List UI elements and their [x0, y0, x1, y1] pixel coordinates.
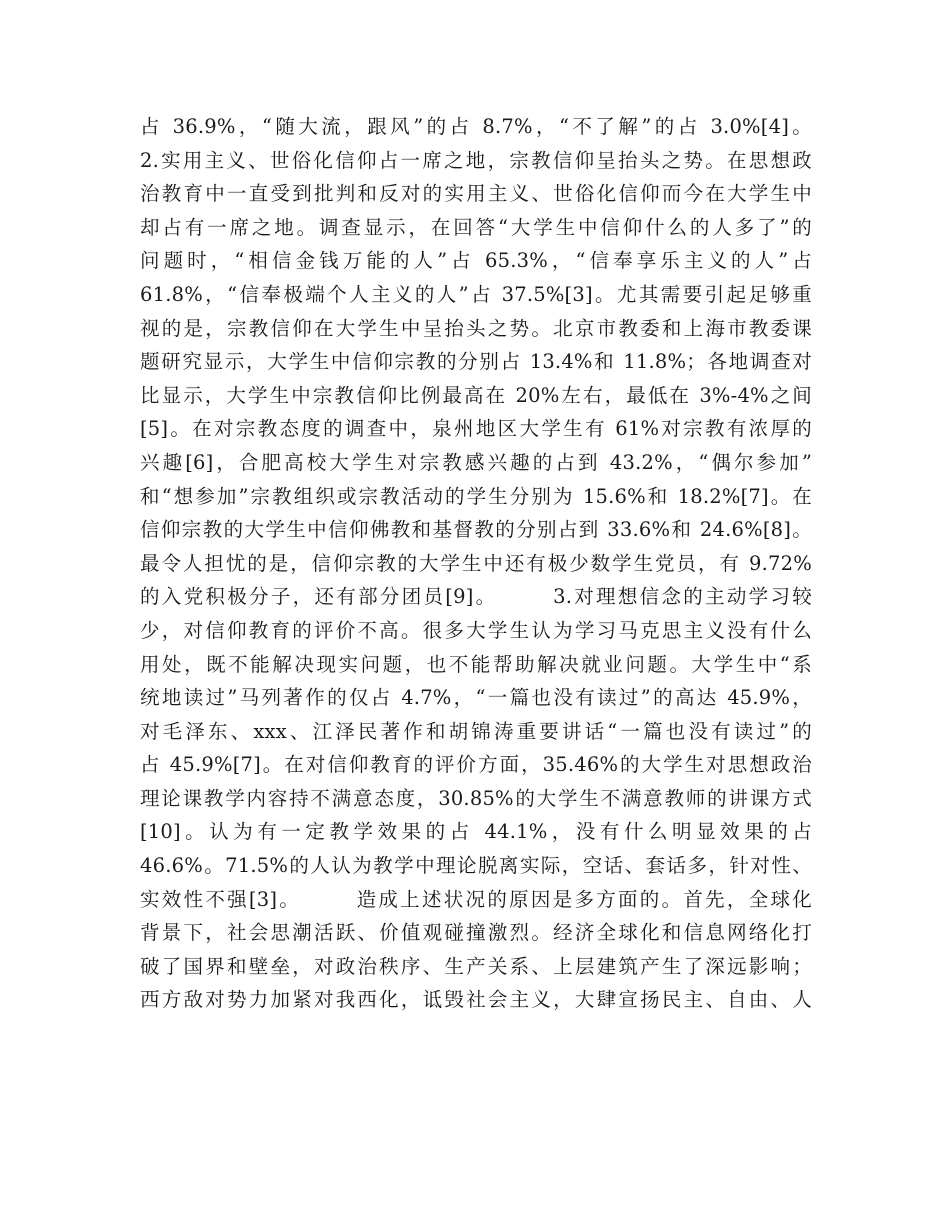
text-line: 问题时，“相信金钱万能的人”占 65.3%，“信奉享乐主义的人”占: [140, 249, 812, 273]
text-line: 比显示，大学生中宗教信仰比例最高在 20%左右，最低在 3%-4%之间: [140, 383, 812, 407]
text-line: 题研究显示，大学生中信仰宗教的分别占 13.4%和 11.8%；各地调查对: [140, 350, 812, 374]
body-text: [140, 110, 812, 1017]
text-line: 最令人担忧的是，信仰宗教的大学生中还有极少数学生党员，有 9.72%: [140, 551, 812, 575]
text-line: 却占有一席之地。调查显示，在回答“大学生中信仰什么的人多了”的: [140, 215, 812, 239]
text-line: [10]。认为有一定教学效果的占 44.1%，没有什么明显效果的占: [140, 820, 812, 844]
text-line: 治教育中一直受到批判和反对的实用主义、世俗化信仰而今在大学生中: [140, 182, 812, 206]
text-line: 46.6%。71.5%的人认为教学中理论脱离实际，空话、套话多，针对性、: [140, 854, 812, 878]
text-line: 61.8%，“信奉极端个人主义的人”占 37.5%[3]。尤其需要引起足够重: [140, 282, 812, 306]
text-line: 破了国界和壁垒，对政治秩序、生产关系、上层建筑产生了深远影响；: [140, 954, 812, 978]
text-line: 信仰宗教的大学生中信仰佛教和基督教的分别占到 33.6%和 24.6%[8]。: [140, 518, 812, 542]
text-line: 实效性不强[3]。 造成上述状况的原因是多方面的。首先，全球化: [140, 887, 812, 911]
text-line: 少，对信仰教育的评价不高。很多大学生认为学习马克思主义没有什么: [140, 618, 812, 642]
text-line: 对毛泽东、xxx、江泽民著作和胡锦涛重要讲话“一篇也没有读过”的: [140, 719, 812, 743]
text-line: 背景下，社会思潮活跃、价值观碰撞激烈。经济全球化和信息网络化打: [140, 921, 812, 945]
text-line: 理论课教学内容持不满意态度，30.85%的大学生不满意教师的讲课方式: [140, 786, 812, 810]
text-line: 统地读过”马列著作的仅占 4.7%，“一篇也没有读过”的高达 45.9%，: [140, 686, 812, 710]
text-line: 西方敌对势力加紧对我西化，诋毁社会主义，大肆宣扬民主、自由、人: [140, 988, 812, 1012]
text-line: 2.实用主义、世俗化信仰占一席之地，宗教信仰呈抬头之势。在思想政: [140, 148, 812, 172]
text-line: 占 45.9%[7]。在对信仰教育的评价方面，35.46%的大学生对思想政治: [140, 753, 812, 777]
text-line: 用处，既不能解决现实问题，也不能帮助解决就业问题。大学生中“系: [140, 652, 812, 676]
text-line: 的入党积极分子，还有部分团员[9]。 3.对理想信念的主动学习较: [140, 585, 812, 609]
text-line: 兴趣[6]，合肥高校大学生对宗教感兴趣的占到 43.2%，“偶尔参加”: [140, 450, 812, 474]
text-line: [5]。在对宗教态度的调查中，泉州地区大学生有 61%对宗教有浓厚的: [140, 417, 812, 441]
text-line: 和“想参加”宗教组织或宗教活动的学生分别为 15.6%和 18.2%[7]。在: [140, 484, 812, 508]
text-line: 视的是，宗教信仰在大学生中呈抬头之势。北京市教委和上海市教委课: [140, 316, 812, 340]
text-line: 占 36.9%，“随大流，跟风”的占 8.7%，“不了解”的占 3.0%[4]。: [140, 115, 812, 138]
